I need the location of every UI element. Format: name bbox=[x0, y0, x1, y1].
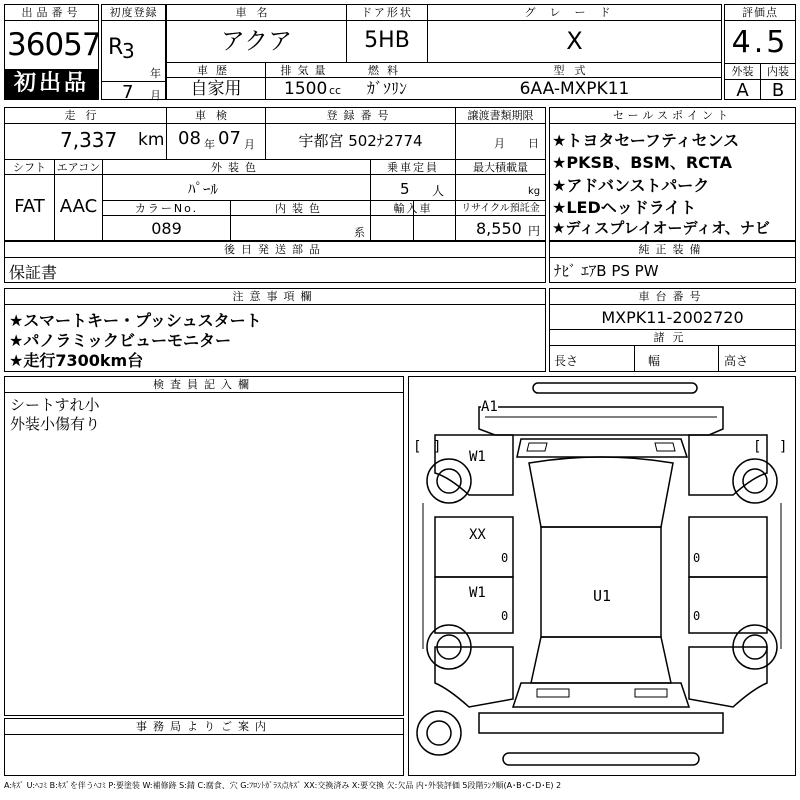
displacement-label: 排気量 bbox=[280, 64, 332, 77]
model: 6AA-MXPK11 bbox=[519, 79, 630, 99]
interior-grade-label: 内装 bbox=[761, 64, 795, 80]
inspector-line: シートすれ小 bbox=[10, 396, 100, 414]
note-item: ★走行7300km台 bbox=[9, 351, 144, 370]
lot-number: 36057 bbox=[7, 27, 101, 63]
capacity: 5 bbox=[400, 180, 410, 198]
registration-number: 宇都宮 502ﾅ2774 bbox=[298, 132, 423, 150]
score-box bbox=[724, 4, 796, 100]
first-registration-box bbox=[101, 4, 166, 103]
shift-label: シフト bbox=[13, 161, 46, 174]
lot-box bbox=[4, 4, 99, 100]
equipment-value: ﾅﾋﾞ ｴｱB PS PW bbox=[554, 262, 659, 280]
car-name-label: 車名 bbox=[167, 5, 346, 21]
inspection-year-unit: 年 bbox=[204, 138, 215, 151]
transfer-month-unit: 月 bbox=[494, 137, 505, 150]
inspection-year: 08 bbox=[178, 128, 201, 149]
load-label: 最大積載量 bbox=[473, 161, 528, 174]
zero-mark: 0 bbox=[501, 551, 509, 565]
office-box bbox=[4, 718, 404, 776]
model-label: 型式 bbox=[553, 64, 596, 77]
reg-year: 3 bbox=[122, 39, 135, 63]
zero-mark: 0 bbox=[693, 551, 701, 565]
regno-label: 登録番号 bbox=[326, 109, 395, 122]
notes-label: 注意事項欄 bbox=[5, 289, 545, 305]
year-unit: 年 bbox=[150, 67, 161, 80]
damage-mark-xx: XX bbox=[469, 527, 486, 543]
ac-label: エアコン bbox=[56, 161, 101, 174]
grade-label: グレード bbox=[428, 5, 721, 21]
inspection-month-unit: 月 bbox=[244, 138, 255, 151]
score-label: 評価点 bbox=[725, 5, 795, 21]
legend-footer: A:ｷｽﾞ U:ﾍｺﾐ B:ｷｽﾞを伴うﾍｺﾐ P:要塗装 W:補修跡 S:錆 C:腐食、穴 G:ﾌﾛﾝﾄｶﾞﾗｽ点ｷｽﾞ XX:交換済み X:要交換 欠:欠品 内･外装評価 5段階ﾗﾝｸ順(A･B･C･D･E) 2 bbox=[4, 781, 562, 790]
era: R bbox=[108, 35, 124, 60]
chassis-box bbox=[549, 288, 796, 372]
ac: AAC bbox=[59, 196, 98, 217]
damage-diagram bbox=[408, 376, 796, 776]
damage-mark-w1-front: W1 bbox=[469, 449, 486, 465]
interior-color-unit: 系 bbox=[354, 226, 365, 239]
equipment-label: 純正装備 bbox=[550, 242, 795, 258]
exterior-color: ﾊﾟｰﾙ bbox=[187, 180, 218, 198]
spec-length-label: 長さ bbox=[554, 354, 579, 368]
recycle-label: リサイクル預託金 bbox=[461, 203, 540, 214]
bracket-mark: [ bbox=[413, 439, 422, 455]
color-label: 外装色 bbox=[211, 161, 262, 174]
equipment-box bbox=[549, 241, 796, 283]
bracket-mark: ] bbox=[779, 439, 788, 455]
mileage-label: 走行 bbox=[64, 109, 107, 122]
shift: FAT bbox=[14, 196, 45, 217]
fuel-label: 燃料 bbox=[368, 64, 406, 77]
sales-point-item: ★LEDヘッドライト bbox=[552, 198, 697, 217]
transfer-day-unit: 日 bbox=[528, 137, 539, 150]
capacity-unit: 人 bbox=[432, 184, 445, 198]
damage-mark-w1-rear: W1 bbox=[469, 585, 486, 601]
color-number: 089 bbox=[151, 219, 182, 238]
inspector-box bbox=[4, 376, 404, 716]
history: 自家用 bbox=[190, 79, 242, 99]
inspector-line: 外装小傷有り bbox=[10, 415, 101, 433]
transfer-label: 譲渡書類期限 bbox=[467, 109, 534, 122]
history-label: 車歴 bbox=[197, 64, 235, 77]
mileage: 7,337 bbox=[60, 128, 118, 152]
interior-color-label: 内装色 bbox=[275, 202, 326, 215]
later-parts-label: 後日発送部品 bbox=[5, 242, 545, 258]
reg-month: 7 bbox=[122, 82, 134, 103]
sales-point-item: ★トヨタセーフティセンス bbox=[552, 131, 740, 150]
grade: X bbox=[566, 27, 583, 55]
first-listing-badge: 初出品 bbox=[5, 69, 98, 99]
sales-points-label: セールスポイント bbox=[550, 108, 795, 124]
door-type: 5HB bbox=[364, 28, 410, 53]
score: 4.5 bbox=[731, 25, 789, 60]
car-outline-diagram bbox=[409, 377, 795, 775]
sales-point-item: ★ディスプレイオーディオ、ナビ bbox=[552, 219, 770, 237]
import-label: 輸入車 bbox=[393, 202, 433, 215]
later-parts-value: 保証書 bbox=[9, 263, 58, 282]
door-label: ドア形状 bbox=[347, 5, 427, 21]
chassis-number: MXPK11-2002720 bbox=[601, 308, 744, 327]
spec-height-label: 高さ bbox=[724, 354, 749, 368]
capacity-label: 乗車定員 bbox=[387, 161, 439, 174]
specs-label: 諸元 bbox=[550, 330, 795, 346]
fuel: ｶﾞｿﾘﾝ bbox=[366, 79, 407, 98]
sales-point-item: ★アドバンストパーク bbox=[552, 176, 710, 195]
lot-label: 出品番号 bbox=[5, 5, 98, 21]
note-item: ★パノラミックビューモニター bbox=[9, 331, 232, 350]
inspection-month: 07 bbox=[218, 128, 241, 149]
first-registration-label: 初度登録 bbox=[102, 5, 165, 21]
mileage-unit: km bbox=[138, 130, 165, 150]
displacement-unit: cc bbox=[329, 84, 342, 97]
damage-mark-a1: A1 bbox=[481, 399, 498, 415]
note-item: ★スマートキー・プッシュスタート bbox=[9, 311, 262, 330]
chassis-label: 車台番号 bbox=[550, 289, 795, 305]
displacement: 1500 bbox=[284, 79, 328, 99]
damage-mark-u1: U1 bbox=[593, 587, 612, 605]
month-unit: 月 bbox=[150, 89, 161, 102]
load-unit: kg bbox=[528, 186, 541, 197]
inspector-label: 検査員記入欄 bbox=[5, 377, 403, 393]
interior-grade: B bbox=[771, 80, 785, 101]
exterior-grade-label: 外装 bbox=[725, 64, 760, 80]
color-no-label: カラーNo. bbox=[134, 202, 199, 215]
sales-point-item: ★PKSB、BSM、RCTA bbox=[552, 153, 732, 172]
later-parts-box bbox=[4, 241, 546, 283]
recycle-fee: 8,550 bbox=[476, 219, 522, 238]
car-name: アクア bbox=[220, 27, 293, 55]
recycle-unit: 円 bbox=[528, 224, 541, 238]
spec-width-label: 幅 bbox=[648, 354, 661, 368]
bracket-mark: [ bbox=[753, 439, 762, 455]
zero-mark: 0 bbox=[693, 609, 701, 623]
office-label: 事務局よりご案内 bbox=[5, 719, 403, 735]
zero-mark: 0 bbox=[501, 609, 509, 623]
exterior-grade: A bbox=[736, 80, 749, 101]
inspection-label: 車検 bbox=[195, 109, 237, 122]
bracket-mark: ] bbox=[433, 439, 442, 455]
